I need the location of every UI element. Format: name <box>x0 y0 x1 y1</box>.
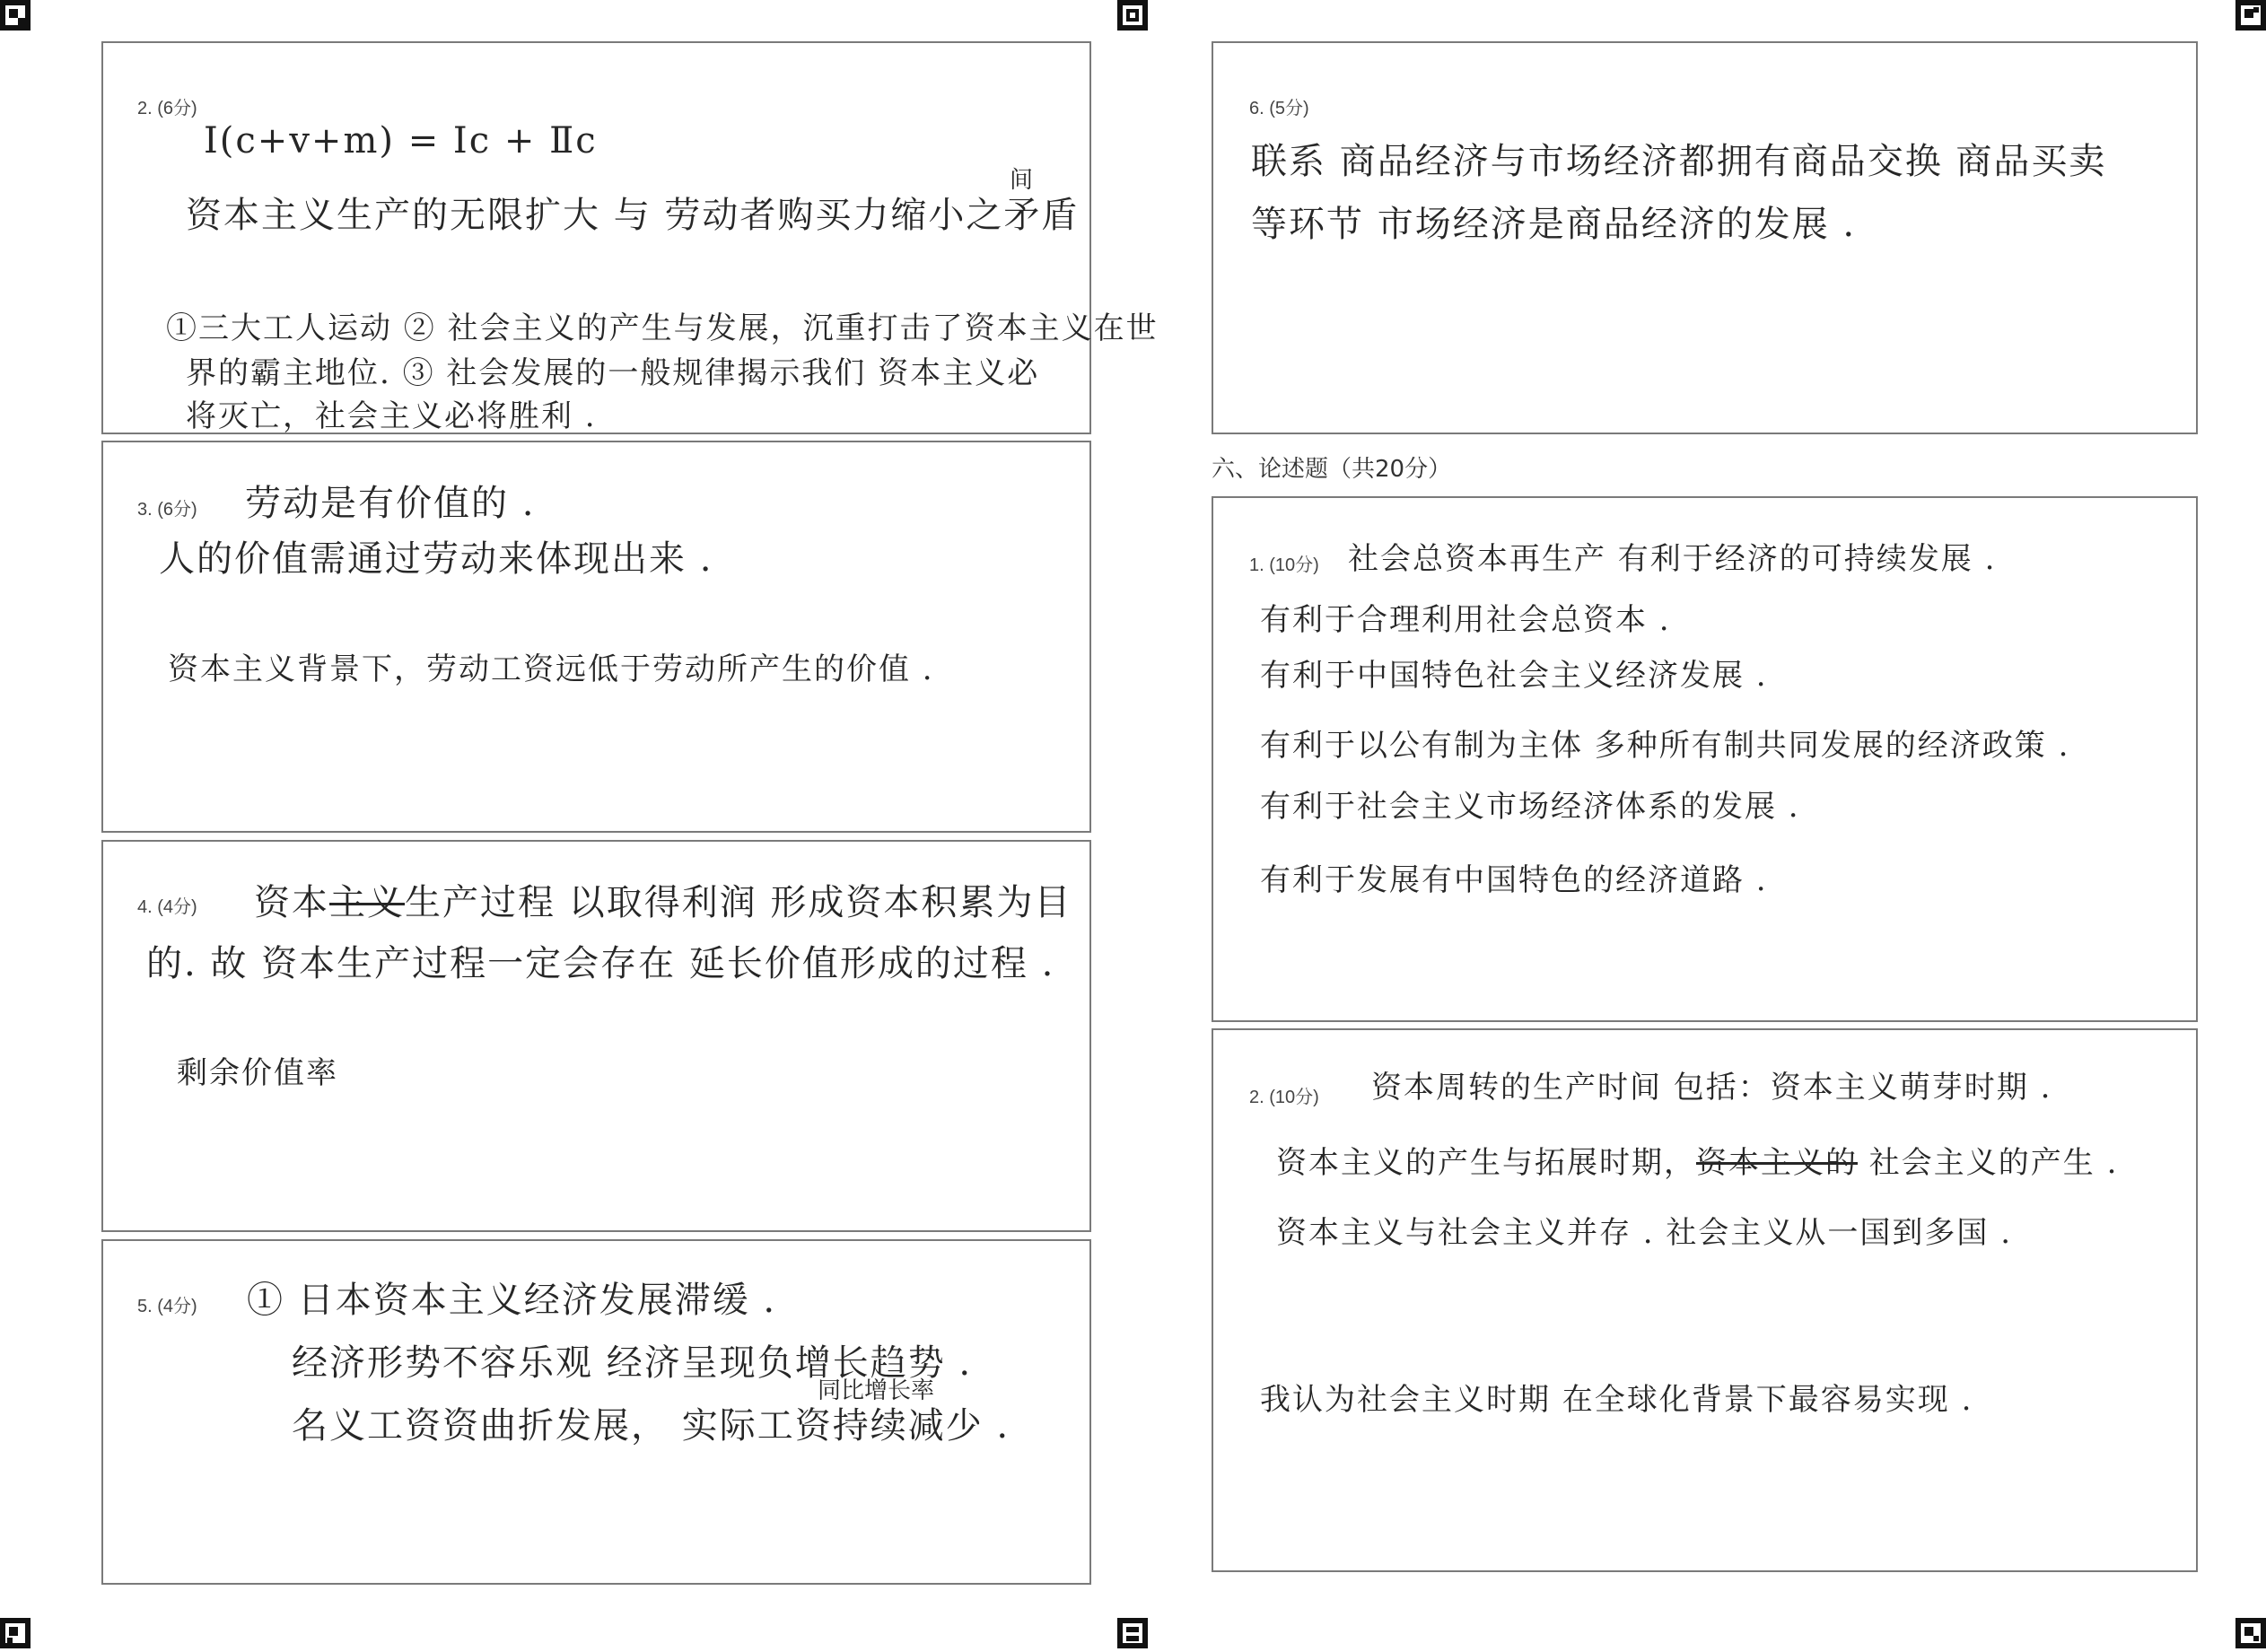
registration-marker-top-left <box>0 0 31 31</box>
registration-marker-bottom-right <box>2235 1618 2266 1648</box>
answer-text: 资本 <box>254 882 329 923</box>
answer-text: 生产过程 以取得利润 形成资本积累为目 <box>405 882 1072 923</box>
answer-line: 剩余价值率 <box>177 1055 338 1091</box>
answer-line: 有利于合理利用社会总资本 . <box>1260 602 1671 638</box>
answer-line: 劳动是有价值的 . <box>245 483 536 524</box>
answer-box-q5 <box>101 1239 1091 1585</box>
answer-line: 的. 故 资本生产过程一定会存在 延长价值形成的过程 . <box>146 943 1055 984</box>
answer-insertion: 间 <box>1010 167 1034 194</box>
answer-line: 有利于以公有制为主体 多种所有制共同发展的经济政策 . <box>1260 728 2070 764</box>
answer-line: 资本主义背景下，劳动工资远低于劳动所产生的价值 . <box>168 651 934 687</box>
answer-insertion: 同比增长率 <box>818 1377 935 1404</box>
answer-box-q3 <box>101 441 1091 833</box>
answer-box-essay-1 <box>1212 496 2198 1022</box>
answer-line: 等环节 市场经济是商品经济的发展 . <box>1251 204 1857 245</box>
answer-line: 资本主义与社会主义并存 . 社会主义从一国到多国 . <box>1276 1215 2013 1251</box>
registration-marker-top-center <box>1117 0 1148 31</box>
question-label: 3. (6分) <box>137 500 197 520</box>
answer-line: 名义工资资曲折发展， 实际工资持续减少 . <box>292 1405 1011 1447</box>
answer-line: 资本周转的生产时间 包括：资本主义萌芽时期 . <box>1371 1070 2052 1106</box>
answer-line: ① 日本资本主义经济发展滞缓 . <box>247 1280 777 1321</box>
answer-line: 资本主义生产的无限扩大 与 劳动者购买力缩小之矛盾 <box>186 195 1080 236</box>
answer-line: 有利于中国特色社会主义经济发展 . <box>1260 658 1768 694</box>
question-label: 2. (10分) <box>1249 1088 1319 1107</box>
answer-formula: Ⅰ(c+v+m) = Ⅰc + Ⅱc <box>204 120 598 162</box>
answer-text: 社会主义的产生 . <box>1858 1145 2119 1181</box>
question-label: 5. (4分) <box>137 1297 197 1316</box>
answer-box-essay-2 <box>1212 1028 2198 1572</box>
struck-text: 主义 <box>329 882 405 923</box>
question-label: 2. (6分) <box>137 99 197 118</box>
answer-line: 将灭亡，社会主义必将胜利 . <box>186 398 597 434</box>
registration-marker-top-right <box>2235 0 2266 31</box>
answer-line: 联系 商品经济与市场经济都拥有商品交换 商品买卖 <box>1251 141 2107 182</box>
answer-line: ①三大工人运动 ② 社会主义的产生与发展，沉重打击了资本主义在世 <box>166 310 1159 346</box>
answer-box-q2 <box>101 41 1159 434</box>
question-label: 1. (10分) <box>1249 555 1319 575</box>
section-title: 六、论述题（共20分） <box>1212 456 1452 483</box>
answer-line: 社会总资本再生产 有利于经济的可持续发展 . <box>1348 541 1997 577</box>
answer-line: 有利于社会主义市场经济体系的发展 . <box>1260 789 1800 825</box>
answer-text: 资本主义的产生与拓展时期， <box>1276 1145 1696 1181</box>
answer-line: 界的霸主地位. ③ 社会发展的一般规律揭示我们 资本主义必 <box>186 355 1040 391</box>
answer-box-q6 <box>1212 41 2198 434</box>
answer-line <box>254 874 1072 925</box>
answer-line: 人的价值需通过劳动来体现出来 . <box>159 538 713 580</box>
answer-line: 我认为社会主义时期 在全球化背景下最容易实现 . <box>1260 1382 1973 1418</box>
question-label: 4. (4分) <box>137 897 197 917</box>
answer-line <box>1276 1138 2118 1182</box>
registration-marker-bottom-center <box>1117 1618 1148 1648</box>
answer-box-q4 <box>101 840 1091 1232</box>
struck-text: 资本主义的 <box>1696 1145 1858 1181</box>
question-label: 6. (5分) <box>1249 99 1309 118</box>
answer-line: 有利于发展有中国特色的经济道路 . <box>1260 862 1768 898</box>
answer-line: 经济形势不容乐观 经济呈现负增长趋势 . <box>292 1342 973 1384</box>
registration-marker-bottom-left <box>0 1618 31 1648</box>
